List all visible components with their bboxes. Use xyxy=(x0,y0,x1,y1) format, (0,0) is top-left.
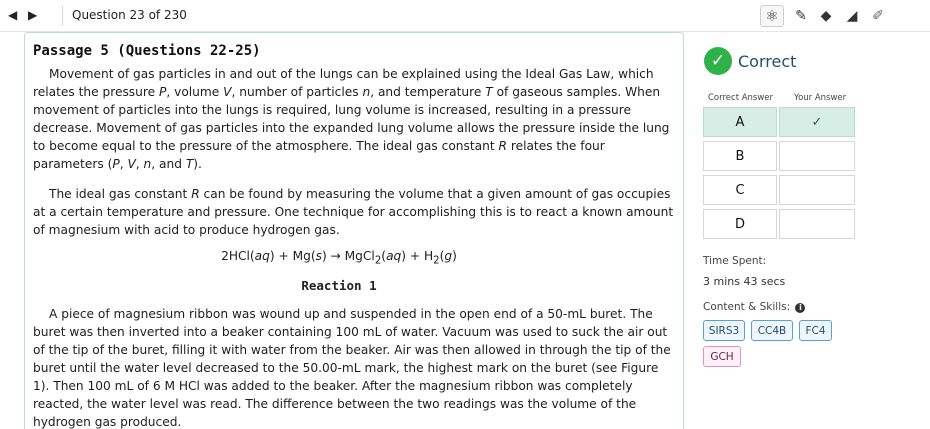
skill-tag-fc4[interactable]: FC4 xyxy=(799,320,832,341)
question-counter: Question 23 of 230 xyxy=(72,8,187,22)
correct-answer-header: Correct Answer xyxy=(708,93,774,103)
time-spent-label: Time Spent: xyxy=(703,255,767,267)
answer-row-d xyxy=(703,209,855,239)
answer-letter: B xyxy=(703,141,777,171)
skill-tag-sirs3[interactable]: SIRS3 xyxy=(703,320,745,341)
previous-question-icon[interactable]: ◀ xyxy=(8,8,18,22)
result-sidebar xyxy=(700,32,930,429)
toolbar-divider xyxy=(62,6,63,26)
pen-icon[interactable]: ✎ xyxy=(795,8,807,24)
answer-letter: D xyxy=(703,209,777,239)
reaction-label: Reaction 1 xyxy=(301,278,377,294)
result-status: Correct xyxy=(738,52,797,71)
answer-mark-cell xyxy=(779,209,855,239)
info-icon[interactable]: i xyxy=(795,303,805,313)
top-toolbar xyxy=(0,0,930,32)
time-spent-value: 3 mins 43 secs xyxy=(703,275,786,288)
answer-check-icon: ✓ xyxy=(779,107,855,137)
passage-paragraph-1: Movement of gas particles in and out of the lungs can be explained using the Ideal Gas Law, which relates the pressure P, volume V, number of particles n, and temperature T of gaseous samples. When movement of particles into the lungs is required, lung volume is increased, resulting in a pressure decrease. Movement of gas particles into the expanded lung volume allows the pressure inside the lung to become equal to the pressure of the atmosphere. The ideal gas constant R relates the four parameters (P, V, n, and T). xyxy=(33,67,670,171)
highlighter-icon[interactable]: ◆ xyxy=(820,8,832,24)
answer-letter: A xyxy=(703,107,777,137)
skill-tag-gch[interactable]: GCH xyxy=(703,346,741,367)
content-skills-label: Content & Skills: i xyxy=(703,301,805,313)
reaction-equation: 2HCl(aq) + Mg(s) → MgCl$_2$(aq) + $H_2(g)$ xyxy=(221,249,457,267)
eraser-icon[interactable]: ◢ xyxy=(846,8,858,24)
answer-row-c xyxy=(703,175,855,205)
passage-paragraph-3: A piece of magnesium ribbon was wound up and suspended in the open end of a 50-mL buret. The buret was then inverted into a beaker containing 100 mL of water. Vacuum was used to suck the air out of the tip of the buret, filling it with water from the beaker. Air was then allowed in through the tip of the buret until the water level decreased to the 50.00-mL mark, the highest mark on the buret (see Figure 1). Then 100 mL of 6 M HCl was added to the beaker. After the magnesium ribbon was completely reacted, the water level was read. The difference between the two readings was the volume of the hydrogen gas produced. xyxy=(33,307,671,429)
skill-tag-cc4b[interactable]: CC4B xyxy=(751,320,793,341)
next-question-icon[interactable]: ▶ xyxy=(28,8,38,22)
your-answer-header: Your Answer xyxy=(794,93,847,103)
correct-check-icon: ✓ xyxy=(704,47,732,75)
answer-row-b xyxy=(703,141,855,171)
answer-row-a xyxy=(703,107,855,137)
answer-letter: C xyxy=(703,175,777,205)
passage-title: Passage 5 (Questions 22-25) xyxy=(33,43,261,59)
passage-panel xyxy=(24,32,684,429)
answer-mark-cell xyxy=(779,175,855,205)
passage-paragraph-2: The ideal gas constant R can be found by measuring the volume that a given amount of gas occupies at a certain temperature and pressure. One technique for accomplishing this is to react a known amount of magnesium with acid to produce hydrogen gas. xyxy=(33,187,674,237)
atom-icon[interactable]: ⚛ xyxy=(760,5,784,27)
pencil-outline-icon[interactable]: ✐ xyxy=(872,8,884,24)
answer-mark-cell xyxy=(779,141,855,171)
